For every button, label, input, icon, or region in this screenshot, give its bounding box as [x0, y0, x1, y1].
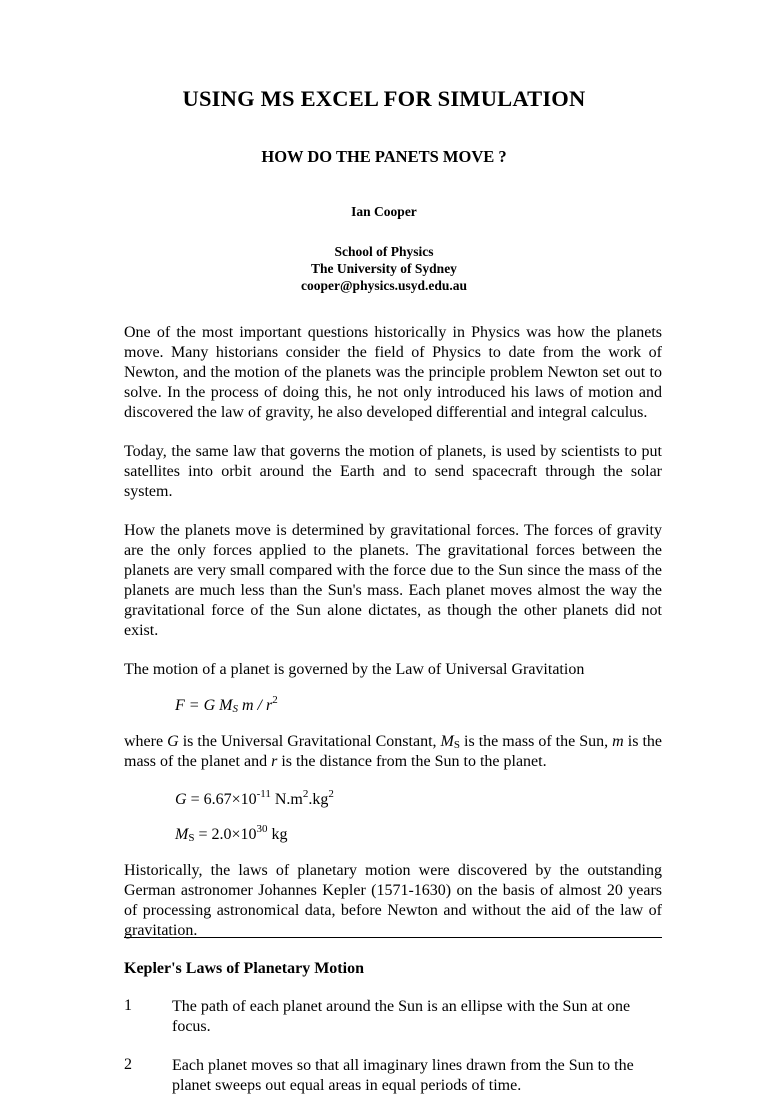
constant-Ms: $M_S = 2.0\times 10^{30}$ kg	[175, 823, 288, 844]
paragraph-satellites: Today, the same law that governs the motion of planets, is used by scientists to put satellites into orbit around the Earth and to send spacecraft through the solar system.	[124, 443, 662, 500]
constant-G: $G = 6.67\times 10^{-11}$ $N.m^2.kg^2$	[175, 788, 334, 808]
paragraph-law-intro: The motion of a planet is governed by the Law of Universal Gravitation	[124, 661, 585, 678]
kepler-law-number: 1	[124, 997, 132, 1014]
footer	[124, 940, 130, 952]
paragraph-forces: How the planets move is determined by gravitational forces. The forces of gravity are the only forces applied to the planets. The gravitational forces between the planets are very small compared with the force due to the Sun since the mass of the planets are much less than the Sun's mass. Each planet moves almost the way the gravitational force of the Sun alone dictates, as though the other planets did not exist.	[124, 522, 662, 639]
paragraph-intro: One of the most important questions historically in Physics was how the planets move. Many historians consider the field of Physics to date from the work of Newton, and the motion of the planets was the principle problem Newton set out to solve. In the process of doing this, he not only introduced his laws of motion and discovered the law of gravity, he also developed differential and integral calculus.	[124, 324, 662, 421]
footer-divider	[124, 937, 662, 938]
kepler-law-text: The path of each planet around the Sun is an ellipse with the Sun at one focus.	[172, 998, 631, 1035]
kepler-heading: Kepler's Laws of Planetary Motion	[124, 960, 364, 977]
document-title: USING MS EXCEL FOR SIMULATION	[182, 86, 586, 111]
gravitation-equation: F = G $M_S$ m / $r^2$	[175, 694, 278, 715]
document-subtitle: HOW DO THE PANETS MOVE ?	[261, 147, 507, 166]
paragraph-kepler-history: Historically, the laws of planetary motion were discovered by the outstanding German astronomer Johannes Kepler (1571-1630) on the basis of almost 20 years of processing astronomical data, before Newton and without the aid of the law of gravitation.	[124, 862, 662, 939]
affiliation-school: School of Physics	[334, 244, 434, 259]
kepler-law-number: 2	[124, 1056, 132, 1073]
author-name: Ian Cooper	[351, 204, 417, 219]
author-email: cooper@physics.usyd.edu.au	[301, 278, 467, 293]
affiliation-university: The University of Sydney	[311, 261, 457, 276]
paragraph-definitions: where G is the Universal Gravitational Constant, $M_S$ is the mass of the Sun, m is the mass of the planet and r is the distance from the Sun to the planet.	[124, 733, 662, 770]
kepler-law-text: Each planet moves so that all imaginary lines drawn from the Sun to the planet sweeps out equal areas in equal periods of time.	[172, 1057, 634, 1094]
